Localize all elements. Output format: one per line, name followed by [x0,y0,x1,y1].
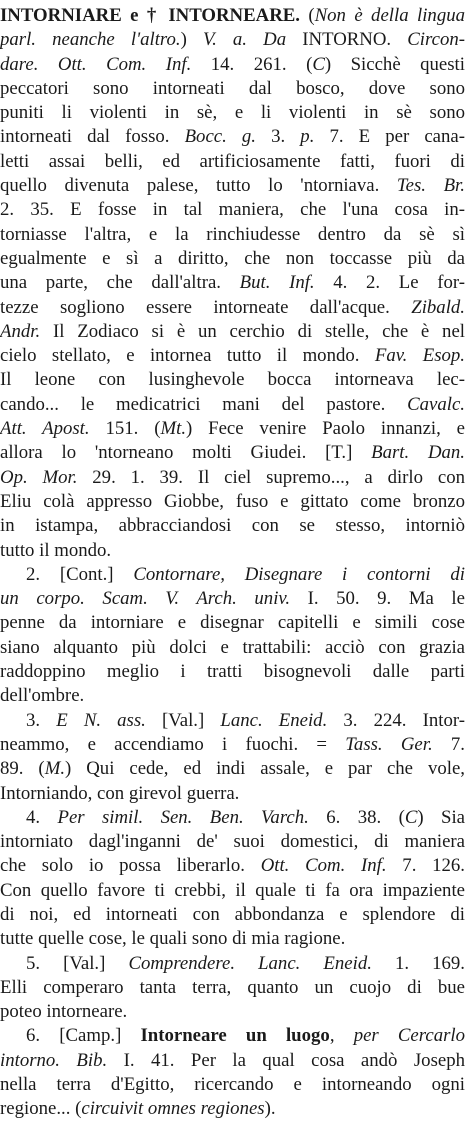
entry-line [0,1097,465,1121]
body-text: Con quello favore ti crebbi, il quale ti fa ora impaziente [0,879,465,901]
entry-line [0,587,465,611]
entry-line [0,684,465,708]
body-text: I. 50. 9. Ma le [290,588,465,610]
body-text: Intorniando, con girevol guerra. [0,782,240,804]
entry-line [0,611,465,635]
citation-text: un corpo. Scam. V. Arch. univ. [0,588,291,610]
entry-line [0,28,465,52]
citation-text: Andr. [0,320,41,342]
body-text: in istampa, abbracciandosi con se stesso, intorniò [0,515,465,537]
body-text: 7. [432,733,465,755]
citation-text: But. Inf. [239,272,315,294]
entry-line [0,271,465,295]
body-text: Il leone con lusinghevole bocca intorneava lec- [0,369,465,391]
entry-line [0,806,465,830]
body-text: egualmente e sì a diritto, che non toccasse più da [0,247,465,269]
body-text: nella terra d'Egitto, ricercando e intorneando ogni [0,1074,465,1096]
entry-line [0,101,465,125]
entry-line [0,368,465,392]
entry-line [0,927,465,951]
entry-line [0,563,465,587]
headword-text: Intorneare un luogo [140,1025,330,1047]
body-text: 6. [Camp.] [26,1025,141,1047]
body-text: neammo, e accendiamo i fuochi. = [0,733,346,755]
entry-line [0,4,465,28]
entry-line [0,344,465,368]
entry-line [0,1024,465,1048]
body-text: 2. [Cont.] [26,563,134,585]
body-text: penne da intorniare e disegnar capitelli e simili cose [0,612,465,634]
body-text: intorneati dal fosso. [0,126,185,148]
citation-text: p. [300,126,315,148]
entry-line [0,1073,465,1097]
entry-line [0,198,465,222]
body-text: siano alquanto più dolci e trattabili: acciò con grazia [0,636,465,658]
citation-text: C [404,806,418,828]
citation-text: parl. neanche l'altro. [0,29,181,51]
entry-line [0,223,465,247]
body-text: ) Sicchè questi [324,53,465,75]
entry-line [0,636,465,660]
body-text: poteo intorneare. [0,1001,128,1023]
body-text: 89. ( [0,758,45,780]
citation-text: circuivit omnes regiones [81,1098,265,1120]
body-text: ) Qui cede, ed indi assale, e par che vole, [65,758,465,780]
body-text: 2. 35. E fosse in tal maniera, che l'una cosa in- [0,199,465,221]
body-text: tutto il mondo. [0,539,112,561]
body-text: torniasse l'altra, e la rinchiudesse dentro da sè sì [0,223,465,245]
citation-text: Fav. Esop. [374,345,465,367]
citation-text: Lanc. Eneid. [220,709,328,731]
entry-line [0,53,465,77]
entry-line [0,1049,465,1073]
entry-line [0,393,465,417]
body-text: I. 41. Per la qual cosa andò Joseph [107,1049,465,1071]
citation-text: Bocc. g. [184,126,256,148]
citation-text: per Cercarlo [353,1025,465,1047]
entry-line [0,733,465,757]
citation-text: Per simil. Sen. Ben. Varch. [57,806,309,828]
citation-text: Op. Mor. [0,466,78,488]
citation-text: Circon- [407,29,465,51]
body-text: INTORNO. [286,29,408,51]
body-text: 14. 261. ( [191,53,313,75]
entry-line [0,296,465,320]
body-text: ). [264,1098,276,1120]
body-text: 4. 2. Le for- [314,272,465,294]
body-text: Il Zodiaco si è un cerchio di stelle, che è nel [40,320,465,342]
citation-text: Contornare, Disegnare i contorni di [133,563,465,585]
citation-text: Comprendere. Lanc. Eneid. [128,952,372,974]
body-text: tezze sogliono essere intorneate dall'acque. [0,296,412,318]
entry-line [0,417,465,441]
body-text: 29. 1. 39. Il ciel supremo..., a dirlo con [77,466,465,488]
citation-text: V. a. Da [203,29,287,51]
entry-line [0,879,465,903]
body-text: cielo stellato, e intornea tutto il mondo. [0,345,375,367]
citation-text: Zibald. [411,296,465,318]
entry-line [0,247,465,271]
body-text: intorniato dagl'inganni de' suoi domestici, di maniera [0,831,465,853]
body-text: 7. E per cana- [314,126,465,148]
citation-text: Bart. Dan. [371,442,465,464]
citation-text: intorno. Bib. [0,1049,108,1071]
citation-text: Tes. Br. [396,175,465,197]
body-text: 6. 38. ( [308,806,405,828]
body-text: 4. [26,806,58,828]
body-text: regione... ( [0,1098,82,1120]
body-text: 3. 224. Intor- [327,709,465,731]
entry-line [0,514,465,538]
body-text: 151. ( [89,418,161,440]
citation-text: Tass. Ger. [345,733,433,755]
entry-line [0,782,465,806]
body-text: 7. 126. [386,855,465,877]
body-text: ( [300,5,315,26]
body-text: allora lo 'ntorneano molti Giudei. [T.] [0,442,372,464]
entry-line [0,1000,465,1024]
entry-line [0,539,465,563]
body-text: letti assai belli, ed artificiosamente fatti, fuori di [0,150,465,172]
citation-text: Att. Apost. [0,418,90,440]
headword-text: INTORNIARE e † INTORNEARE. [0,5,300,26]
body-text: [Val.] [145,709,221,731]
body-text: Elli comperaro tanta terra, quanto un cuojo di bue [0,976,465,998]
body-text: dell'ombre. [0,685,85,707]
citation-text: Mt. [160,418,187,440]
body-text: che solo io possa liberarlo. [0,855,261,877]
citation-text: Non è della lingua [314,5,465,26]
entry-line [0,709,465,733]
body-text: puniti li violenti in sè, e li violenti in sè sono [0,102,465,124]
dictionary-entry [0,4,465,1122]
body-text: 5. [Val.] [26,952,129,974]
body-text: 1. 169. [371,952,465,974]
citation-text: Ott. Com. Inf. [260,855,387,877]
entry-line [0,77,465,101]
body-text: raddoppino meglio i tratti bisognevoli dalle parti [0,661,465,683]
citation-text: dare. Ott. Com. Inf. [0,53,192,75]
body-text: peccatori sono intorneati dal bosco, dove sono [0,77,465,99]
entry-line [0,174,465,198]
body-text: ) [180,29,204,51]
body-text: quello divenuta palese, tutto lo 'ntorniava. [0,175,397,197]
body-text: di noi, ed intorneati con abbondanza e splendore di [0,903,465,925]
body-text: , [329,1025,354,1047]
body-text: 3. [26,709,57,731]
entry-line [0,952,465,976]
entry-line [0,854,465,878]
entry-line [0,441,465,465]
citation-text: M. [44,758,66,780]
body-text: cando... le medicatrici mani del pastore. [0,393,408,415]
citation-text: E N. ass. [56,709,146,731]
citation-text: Cavalc. [407,393,465,415]
citation-text: C [312,53,325,75]
entry-line [0,150,465,174]
entry-line [0,830,465,854]
entry-line [0,903,465,927]
entry-line [0,320,465,344]
body-text: Eliu colà appresso Giobbe, fuso e gittato come bronzo [0,490,465,512]
entry-line [0,660,465,684]
body-text: 3. [256,126,301,148]
body-text: una parte, che dall'altra. [0,272,240,294]
entry-line [0,125,465,149]
body-text: ) Fece venire Paolo innanzi, e [186,418,465,440]
entry-line [0,466,465,490]
body-text: ) Sia [417,806,465,828]
entry-line [0,757,465,781]
entry-line [0,490,465,514]
body-text: tutte quelle cose, le quali sono di mia ragione. [0,928,346,950]
